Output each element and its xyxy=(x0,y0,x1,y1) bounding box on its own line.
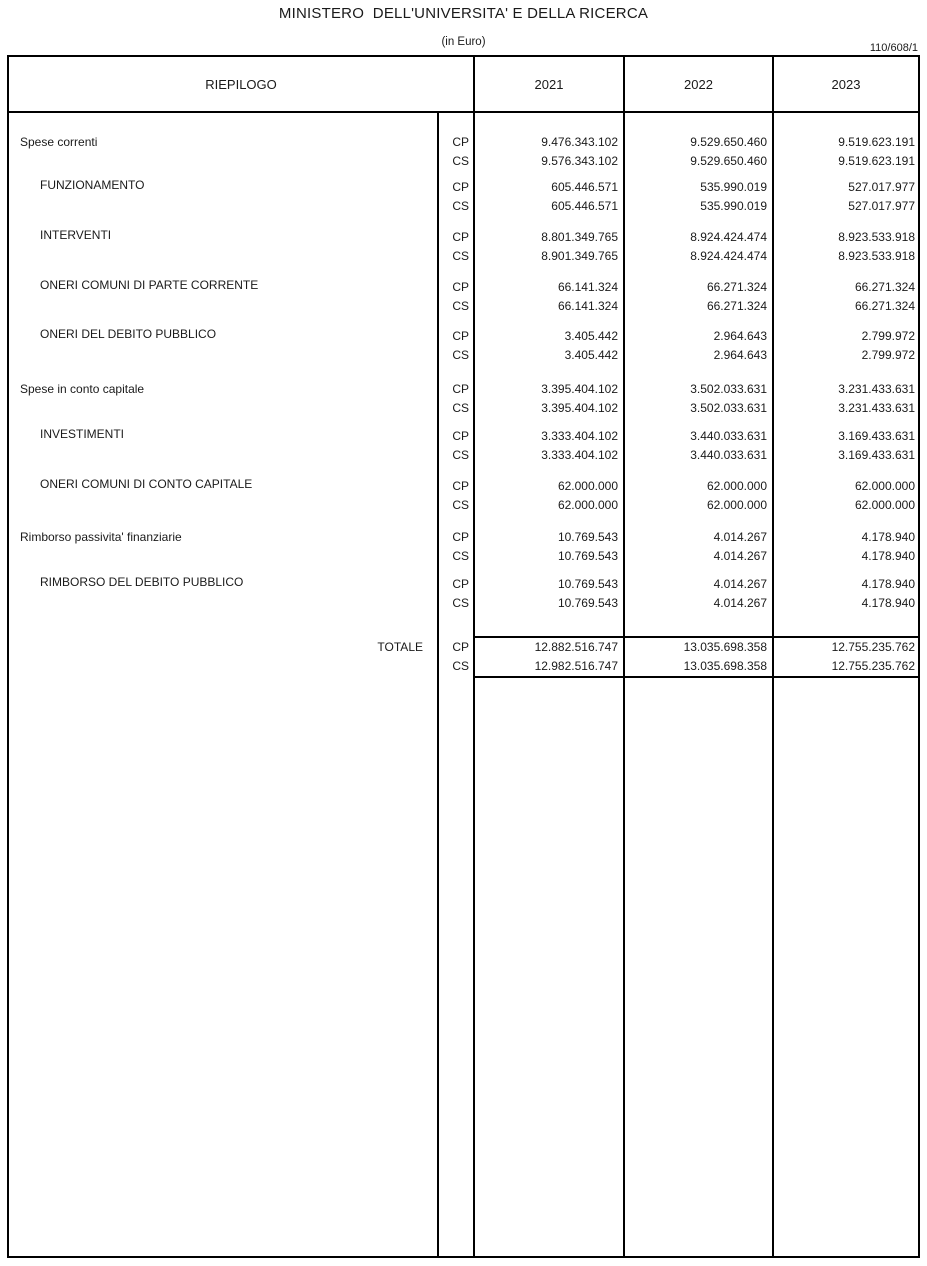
cs-value: 62.000.000 xyxy=(854,498,915,512)
value-cell-2023 xyxy=(772,228,918,266)
cs-value: 66.271.324 xyxy=(706,299,767,313)
row-label: ONERI COMUNI DI PARTE CORRENTE xyxy=(40,278,259,292)
cp-value: 62.000.000 xyxy=(854,479,915,493)
row-values xyxy=(473,380,918,418)
row-values xyxy=(473,178,918,216)
table-row xyxy=(9,638,918,676)
column-divider xyxy=(437,113,439,1256)
cp-tag: CP xyxy=(452,180,469,194)
cp-value: 4.178.940 xyxy=(861,577,915,591)
value-cell-2021 xyxy=(473,638,623,676)
row-label-cell xyxy=(9,528,437,566)
value-cell-2023 xyxy=(772,327,918,365)
row-label-cell xyxy=(9,278,437,316)
value-cell-2023 xyxy=(772,178,918,216)
value-cell-2022 xyxy=(623,575,772,613)
value-cell-2022 xyxy=(623,638,772,676)
cp-value: 3.231.433.631 xyxy=(838,382,915,396)
cp-value: 9.529.650.460 xyxy=(690,135,767,149)
header-year-2022: 2022 xyxy=(625,57,774,111)
table-row xyxy=(9,228,918,266)
cs-value: 13.035.698.358 xyxy=(683,659,767,673)
row-values xyxy=(473,278,918,316)
value-cell-2022 xyxy=(623,228,772,266)
row-label: Rimborso passivita' finanziarie xyxy=(20,530,182,544)
value-cell-2021 xyxy=(473,477,623,515)
cp-tag: CP xyxy=(452,429,469,443)
cp-value: 3.405.442 xyxy=(564,329,618,343)
currency-note: (in Euro) xyxy=(441,36,486,48)
cs-tag: CS xyxy=(452,199,469,213)
cs-value: 8.923.533.918 xyxy=(838,249,915,263)
cs-tag: CS xyxy=(452,596,469,610)
cp-value: 9.476.343.102 xyxy=(541,135,618,149)
header-riepilogo: RIEPILOGO xyxy=(9,57,475,111)
cp-cs-cell xyxy=(437,638,473,676)
row-label: TOTALE xyxy=(377,640,423,654)
cp-value: 10.769.543 xyxy=(557,530,618,544)
row-label-cell xyxy=(9,638,437,676)
cs-value: 12.982.516.747 xyxy=(534,659,618,673)
cp-tag: CP xyxy=(452,577,469,591)
cs-value: 62.000.000 xyxy=(706,498,767,512)
table-body xyxy=(9,113,918,1256)
cp-tag: CP xyxy=(452,640,469,654)
table-row xyxy=(9,133,918,171)
cs-value: 3.169.433.631 xyxy=(838,448,915,462)
value-cell-2023 xyxy=(772,278,918,316)
cp-value: 8.801.349.765 xyxy=(541,230,618,244)
cp-value: 2.964.643 xyxy=(713,329,767,343)
cp-value: 2.799.972 xyxy=(861,329,915,343)
header-year-2021: 2021 xyxy=(475,57,625,111)
value-cell-2021 xyxy=(473,427,623,465)
table-row xyxy=(9,528,918,566)
value-cell-2021 xyxy=(473,575,623,613)
row-label-cell xyxy=(9,380,437,418)
cp-cs-cell xyxy=(437,528,473,566)
cs-value: 527.017.977 xyxy=(848,199,915,213)
value-cell-2022 xyxy=(623,178,772,216)
cs-tag: CS xyxy=(452,448,469,462)
row-label-cell xyxy=(9,427,437,465)
cp-value: 3.502.033.631 xyxy=(690,382,767,396)
table-row xyxy=(9,427,918,465)
cp-tag: CP xyxy=(452,479,469,493)
row-values xyxy=(473,427,918,465)
cs-tag: CS xyxy=(452,154,469,168)
cp-value: 527.017.977 xyxy=(848,180,915,194)
row-label-cell xyxy=(9,133,437,171)
row-label: ONERI DEL DEBITO PUBBLICO xyxy=(40,327,217,341)
cs-value: 3.333.404.102 xyxy=(541,448,618,462)
row-label-cell xyxy=(9,228,437,266)
value-cell-2023 xyxy=(772,380,918,418)
cp-cs-cell xyxy=(437,327,473,365)
value-cell-2021 xyxy=(473,380,623,418)
cs-tag: CS xyxy=(452,249,469,263)
row-values xyxy=(473,133,918,171)
cs-value: 66.271.324 xyxy=(854,299,915,313)
cs-tag: CS xyxy=(452,401,469,415)
cp-cs-cell xyxy=(437,278,473,316)
cs-value: 9.529.650.460 xyxy=(690,154,767,168)
cp-cs-cell xyxy=(437,228,473,266)
row-values xyxy=(473,575,918,613)
cs-value: 4.178.940 xyxy=(861,596,915,610)
cp-cs-cell xyxy=(437,133,473,171)
value-cell-2022 xyxy=(623,327,772,365)
cs-value: 8.924.424.474 xyxy=(690,249,767,263)
cs-value: 3.231.433.631 xyxy=(838,401,915,415)
cs-value: 9.576.343.102 xyxy=(541,154,618,168)
cs-tag: CS xyxy=(452,299,469,313)
value-cell-2023 xyxy=(772,638,918,676)
cs-value: 62.000.000 xyxy=(557,498,618,512)
cs-value: 10.769.543 xyxy=(557,549,618,563)
doc-code: 110/608/1 xyxy=(869,42,918,54)
cp-value: 66.271.324 xyxy=(706,280,767,294)
value-cell-2021 xyxy=(473,133,623,171)
cp-value: 10.769.543 xyxy=(557,577,618,591)
cs-value: 4.014.267 xyxy=(713,549,767,563)
value-cell-2021 xyxy=(473,228,623,266)
cp-tag: CP xyxy=(452,530,469,544)
budget-summary-table xyxy=(7,55,920,1258)
cs-tag: CS xyxy=(452,348,469,362)
cs-value: 3.405.442 xyxy=(564,348,618,362)
cp-value: 8.923.533.918 xyxy=(838,230,915,244)
cp-cs-cell xyxy=(437,477,473,515)
value-cell-2023 xyxy=(772,528,918,566)
row-label-cell xyxy=(9,178,437,216)
cs-value: 2.964.643 xyxy=(713,348,767,362)
cp-cs-cell xyxy=(437,178,473,216)
cs-value: 535.990.019 xyxy=(700,199,767,213)
cs-value: 4.178.940 xyxy=(861,549,915,563)
cs-value: 10.769.543 xyxy=(557,596,618,610)
table-row xyxy=(9,327,918,365)
row-label: Spese in conto capitale xyxy=(20,382,145,396)
value-cell-2022 xyxy=(623,133,772,171)
cp-value: 12.755.235.762 xyxy=(831,640,915,654)
cs-value: 4.014.267 xyxy=(713,596,767,610)
cp-cs-cell xyxy=(437,427,473,465)
row-label-cell xyxy=(9,477,437,515)
cp-tag: CP xyxy=(452,280,469,294)
cp-value: 3.440.033.631 xyxy=(690,429,767,443)
row-label: RIMBORSO DEL DEBITO PUBBLICO xyxy=(40,575,244,589)
cp-value: 4.014.267 xyxy=(713,577,767,591)
row-values xyxy=(473,528,918,566)
cp-value: 4.178.940 xyxy=(861,530,915,544)
cp-value: 66.141.324 xyxy=(557,280,618,294)
row-values xyxy=(473,228,918,266)
cp-tag: CP xyxy=(452,135,469,149)
cp-tag: CP xyxy=(452,329,469,343)
value-cell-2021 xyxy=(473,327,623,365)
table-header-row xyxy=(9,57,918,113)
cs-value: 8.901.349.765 xyxy=(541,249,618,263)
row-label: Spese correnti xyxy=(20,135,98,149)
cp-value: 62.000.000 xyxy=(706,479,767,493)
row-label-cell xyxy=(9,575,437,613)
value-cell-2023 xyxy=(772,575,918,613)
row-label: ONERI COMUNI DI CONTO CAPITALE xyxy=(40,477,253,491)
cp-value: 12.882.516.747 xyxy=(534,640,618,654)
cs-value: 3.440.033.631 xyxy=(690,448,767,462)
value-cell-2022 xyxy=(623,528,772,566)
row-label: INVESTIMENTI xyxy=(40,427,125,441)
cs-value: 2.799.972 xyxy=(861,348,915,362)
cp-tag: CP xyxy=(452,382,469,396)
value-cell-2021 xyxy=(473,528,623,566)
cp-value: 535.990.019 xyxy=(700,180,767,194)
value-cell-2023 xyxy=(772,477,918,515)
cp-tag: CP xyxy=(452,230,469,244)
meta-row xyxy=(7,36,920,54)
value-cell-2021 xyxy=(473,278,623,316)
cp-value: 8.924.424.474 xyxy=(690,230,767,244)
table-row xyxy=(9,278,918,316)
cs-value: 9.519.623.191 xyxy=(838,154,915,168)
value-cell-2023 xyxy=(772,133,918,171)
cs-value: 66.141.324 xyxy=(557,299,618,313)
value-cell-2022 xyxy=(623,380,772,418)
row-label: INTERVENTI xyxy=(40,228,112,242)
cp-cs-cell xyxy=(437,380,473,418)
table-row xyxy=(9,575,918,613)
cp-value: 3.395.404.102 xyxy=(541,382,618,396)
row-values xyxy=(473,477,918,515)
cp-cs-cell xyxy=(437,575,473,613)
table-row xyxy=(9,178,918,216)
cs-tag: CS xyxy=(452,549,469,563)
cp-value: 605.446.571 xyxy=(551,180,618,194)
value-cell-2023 xyxy=(772,427,918,465)
value-cell-2022 xyxy=(623,278,772,316)
header-year-2023: 2023 xyxy=(831,76,861,92)
table-row xyxy=(9,380,918,418)
cp-value: 4.014.267 xyxy=(713,530,767,544)
value-cell-2021 xyxy=(473,178,623,216)
value-cell-2022 xyxy=(623,477,772,515)
cp-value: 13.035.698.358 xyxy=(683,640,767,654)
cp-value: 3.169.433.631 xyxy=(838,429,915,443)
row-label: FUNZIONAMENTO xyxy=(40,178,145,192)
cs-tag: CS xyxy=(452,659,469,673)
cs-value: 12.755.235.762 xyxy=(831,659,915,673)
row-values xyxy=(473,327,918,365)
row-values xyxy=(473,638,918,676)
cs-tag: CS xyxy=(452,498,469,512)
page-title: MINISTERO DELL'UNIVERSITA' E DELLA RICERCA xyxy=(278,5,649,22)
cs-value: 3.502.033.631 xyxy=(690,401,767,415)
cp-value: 9.519.623.191 xyxy=(838,135,915,149)
cs-value: 3.395.404.102 xyxy=(541,401,618,415)
value-cell-2022 xyxy=(623,427,772,465)
cp-value: 66.271.324 xyxy=(854,280,915,294)
cp-value: 3.333.404.102 xyxy=(541,429,618,443)
cp-value: 62.000.000 xyxy=(557,479,618,493)
table-row xyxy=(9,477,918,515)
row-label-cell xyxy=(9,327,437,365)
cs-value: 605.446.571 xyxy=(551,199,618,213)
